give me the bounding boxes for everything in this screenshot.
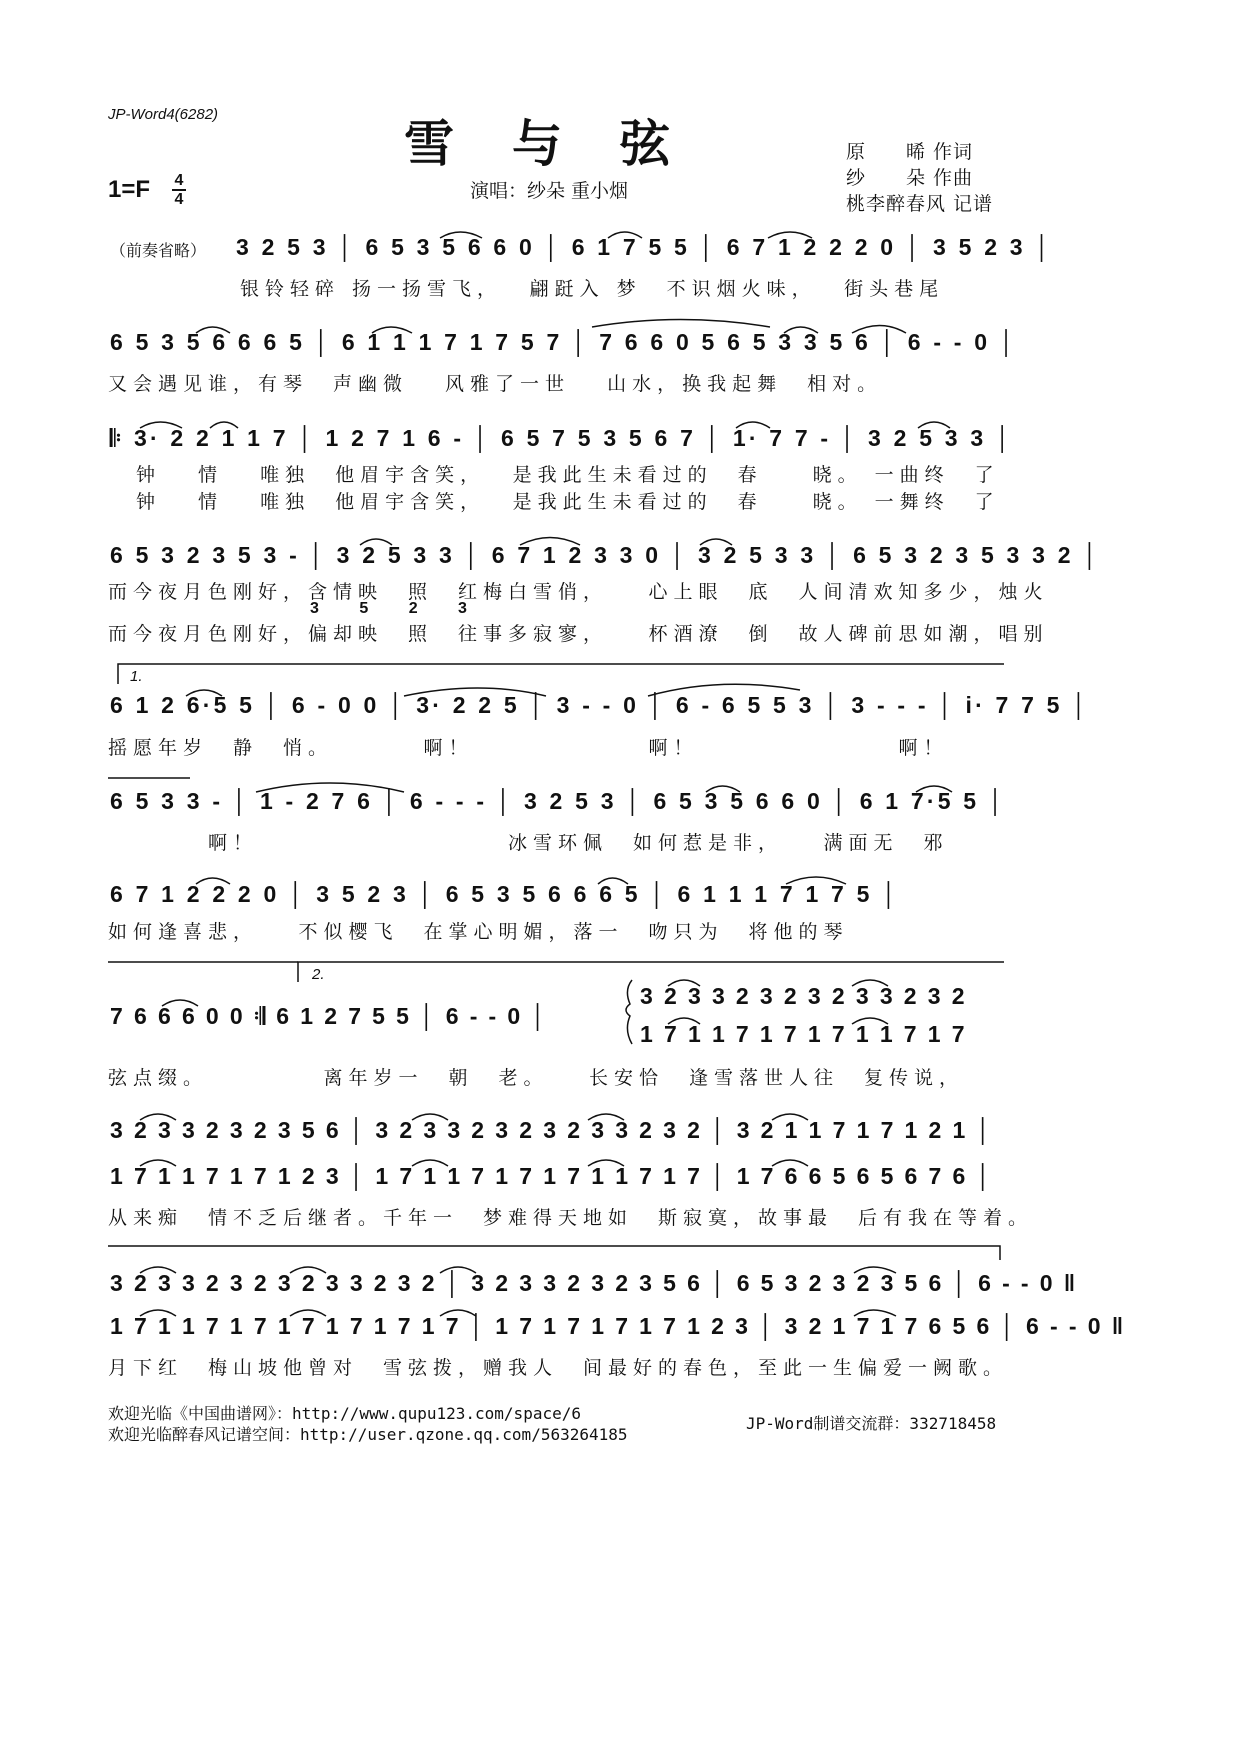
slur <box>916 786 952 792</box>
notation-line-4: 6 5 3 2 3 5 3 - │ 3 2 5 3 3 │ 6 7 1 2 3 3 0 │ 3 2 5 3 3 │ 6 5 3 2 3 5 3 3 2 │ <box>110 542 1101 568</box>
slur <box>162 1000 198 1006</box>
slur <box>772 1114 808 1120</box>
slur <box>786 877 846 884</box>
notation-line-2: 6 5 3 5 6 6 6 5 │ 6 1 1 1 7 1 7 5 7 │ 7 6 6 0 5 6 5 3 3 5 6 │ 6 - - 0 │ <box>110 329 1018 355</box>
voice-brace <box>626 980 632 1044</box>
notation-line-10-upper: 3 2 3 3 2 3 2 3 2 3 3 2 3 2 │ 3 2 3 3 2 3 2 3 5 6 │ 6 5 3 2 3 2 3 5 6 │ 6 - - 0 ‖ <box>110 1270 1078 1296</box>
slur <box>768 232 812 238</box>
notation-line-10-lower: 1 7 1 1 7 1 7 1 7 1 7 1 7 1 7 │ 1 7 1 7 1 7 1 7 1 2 3 │ 3 2 1 7 1 7 6 5 6 │ 6 - - 0 ‖ <box>110 1313 1126 1339</box>
ending-bracket <box>108 1246 1000 1260</box>
lyric-line-9: 从来痴 情不乏后继者。千年一 梦难得天地如 斯寂寞，故事最 后有我在等着。 <box>108 1207 1034 1229</box>
slur <box>854 1310 896 1316</box>
singer-credit: 演唱：纱朵 重小烟 <box>470 180 629 202</box>
footer-link-qupu[interactable]: 欢迎光临《中国曲谱网》：http://www.qupu123.com/space/6 <box>108 1404 581 1423</box>
volta-1-label: 1. <box>130 668 143 685</box>
notation-line-8-upper: 3 2 3 3 2 3 2 3 2 3 3 2 3 2 <box>640 983 967 1009</box>
transcriber-credit: 桃李醉春风 记谱 <box>846 193 994 215</box>
slur <box>784 327 818 333</box>
time-top: 4 <box>174 172 184 189</box>
slur <box>700 539 732 545</box>
lyric-line-2: 又会遇见谁，有琴 声幽微 风雅了一世 山水，换我起舞 相对。 <box>108 373 883 395</box>
volta-1-bracket <box>118 664 1004 684</box>
slur <box>372 327 412 333</box>
slur <box>186 690 222 696</box>
volta-2-bracket <box>298 962 1004 982</box>
lyric-line-10: 月下红 梅山坡他曾对 雪弦拨，赠我人 间最好的春色，至此一生偏爱一阙歌。 <box>108 1357 1009 1379</box>
notation-line-9-upper: 3 2 3 3 2 3 2 3 5 6 │ 3 2 3 3 2 3 2 3 2 3 3 2 3 2 │ 3 2 1 1 7 1 7 1 2 1 │ <box>110 1117 994 1143</box>
software-label: JP-Word4(6282) <box>108 106 219 123</box>
slur <box>706 786 740 792</box>
slur <box>588 1114 624 1120</box>
footer-group: JP-Word制谱交流群：332718458 <box>746 1414 997 1433</box>
notation-line-9-lower: 1 7 1 1 7 1 7 1 2 3 │ 1 7 1 1 7 1 7 1 7 1 1 7 1 7 │ 1 7 6 6 5 6 5 6 7 6 │ <box>110 1163 994 1189</box>
slur <box>440 232 482 238</box>
notation-line-8: 7 6 6 6 0 0 𝄇 6 1 2 7 5 5 │ 6 - - 0 │ <box>110 1003 549 1029</box>
slur <box>592 320 770 328</box>
slur <box>852 1018 888 1024</box>
slur <box>918 422 950 428</box>
slur <box>412 1114 448 1120</box>
slur <box>854 1267 896 1273</box>
lyric-line-4a: 而今夜月色刚好，含情映 照 红梅白雪俏， 心上眼 底 人间清欢知多少，烛火 <box>108 581 1049 603</box>
slur <box>668 1018 700 1024</box>
slur <box>736 422 770 428</box>
prelude-note: （前奏省略） <box>110 241 207 260</box>
lyric-line-7: 如何逢喜悲， 不似樱飞 在掌心明媚，落一 吻只为 将他的琴 <box>108 921 849 943</box>
slur <box>648 684 800 696</box>
slur <box>290 1267 326 1273</box>
slur <box>440 1267 476 1273</box>
slur <box>520 538 580 546</box>
page-title: 雪与弦 <box>404 114 728 173</box>
slur <box>140 1310 176 1316</box>
slur <box>196 878 230 884</box>
notation-line-6: 6 5 3 3 - │ 1 - 2 7 6 │ 6 - - - │ 3 2 5 3 │ 6 5 3 5 6 6 0 │ 6 1 7·5 5 │ <box>110 788 1007 814</box>
alternate-notes: 3 5 2 3 <box>310 600 485 617</box>
time-bottom: 4 <box>174 191 184 208</box>
slur <box>210 422 238 428</box>
lyricist-credit: 原 晞 作词 <box>846 141 974 163</box>
slur <box>588 1160 624 1166</box>
slur <box>852 980 888 986</box>
notation-line-3: 𝄆 3· 2 2 1 1 7 │ 1 2 7 1 6 - │ 6 5 7 5 3 5 6 7 │ 1· 7 7 - │ 3 2 5 3 3 │ <box>110 425 1014 451</box>
slur <box>196 327 230 333</box>
volta-2-label: 2. <box>312 966 325 983</box>
lyric-line-4b: 而今夜月色刚好，偏却映 照 往事多寂寥， 杯酒潦 倒 故人碑前思如潮，唱别 <box>108 623 1049 645</box>
slur <box>404 688 546 696</box>
slur <box>140 1160 176 1166</box>
notation-line-1: 3 2 5 3 │ 6 5 3 5 6 6 0 │ 6 1 7 5 5 │ 6 7 1 2 2 2 0 │ 3 5 2 3 │ <box>236 234 1053 260</box>
slur <box>290 1310 326 1316</box>
slur <box>140 1114 176 1120</box>
slur <box>140 422 182 428</box>
notation-line-5: 6 1 2 6·5 5 │ 6 - 0 0 │ 3· 2 2 5 │ 3 - - 0 │ 6 - 6 5 5 3 │ 3 - - - │ i· 7 7 5 │ <box>110 692 1090 718</box>
slur <box>608 232 642 238</box>
slur <box>360 539 392 545</box>
lyric-line-8: 弦点缀。 离年岁一 朝 老。 长安恰 逢雪落世人往 复传说， <box>108 1067 965 1089</box>
lyric-line-3a: 钟 情 唯独 他眉宇含笑， 是我此生未看过的 春 晓。 一曲终 了 <box>136 464 1000 486</box>
slur <box>668 980 700 986</box>
slur <box>772 1160 808 1166</box>
notation-line-8-lower: 1 7 1 1 7 1 7 1 7 1 1 7 1 7 <box>640 1021 967 1047</box>
key-signature: 1=F <box>108 176 151 203</box>
lyric-line-3b: 钟 情 唯独 他眉宇含笑， 是我此生未看过的 春 晓。 一舞终 了 <box>136 491 1000 513</box>
notation-line-7: 6 7 1 2 2 2 0 │ 3 5 2 3 │ 6 5 3 5 6 6 6 5 │ 6 1 1 1 7 1 7 5 │ <box>110 881 900 907</box>
slur <box>440 1310 476 1316</box>
slur <box>140 1267 176 1273</box>
lyric-line-6: 啊！ 冰雪环佩 如何惹是非， 满面无 邪 <box>108 832 949 854</box>
slur <box>598 878 628 884</box>
composer-credit: 纱 朵 作曲 <box>846 167 974 189</box>
lyric-line-1: 银铃轻碎 扬一扬雪飞， 翩跹入 梦 不识烟火味， 街头巷尾 <box>240 278 945 300</box>
slur <box>412 1160 448 1166</box>
slur <box>852 326 906 334</box>
slur <box>256 783 404 792</box>
footer-link-qzone[interactable]: 欢迎光临醉春风记谱空间：http://user.qzone.qq.com/563264185 <box>108 1425 628 1444</box>
lyric-line-5: 摇愿年岁 静 悄。 啊！ 啊！ 啊！ <box>108 737 949 759</box>
